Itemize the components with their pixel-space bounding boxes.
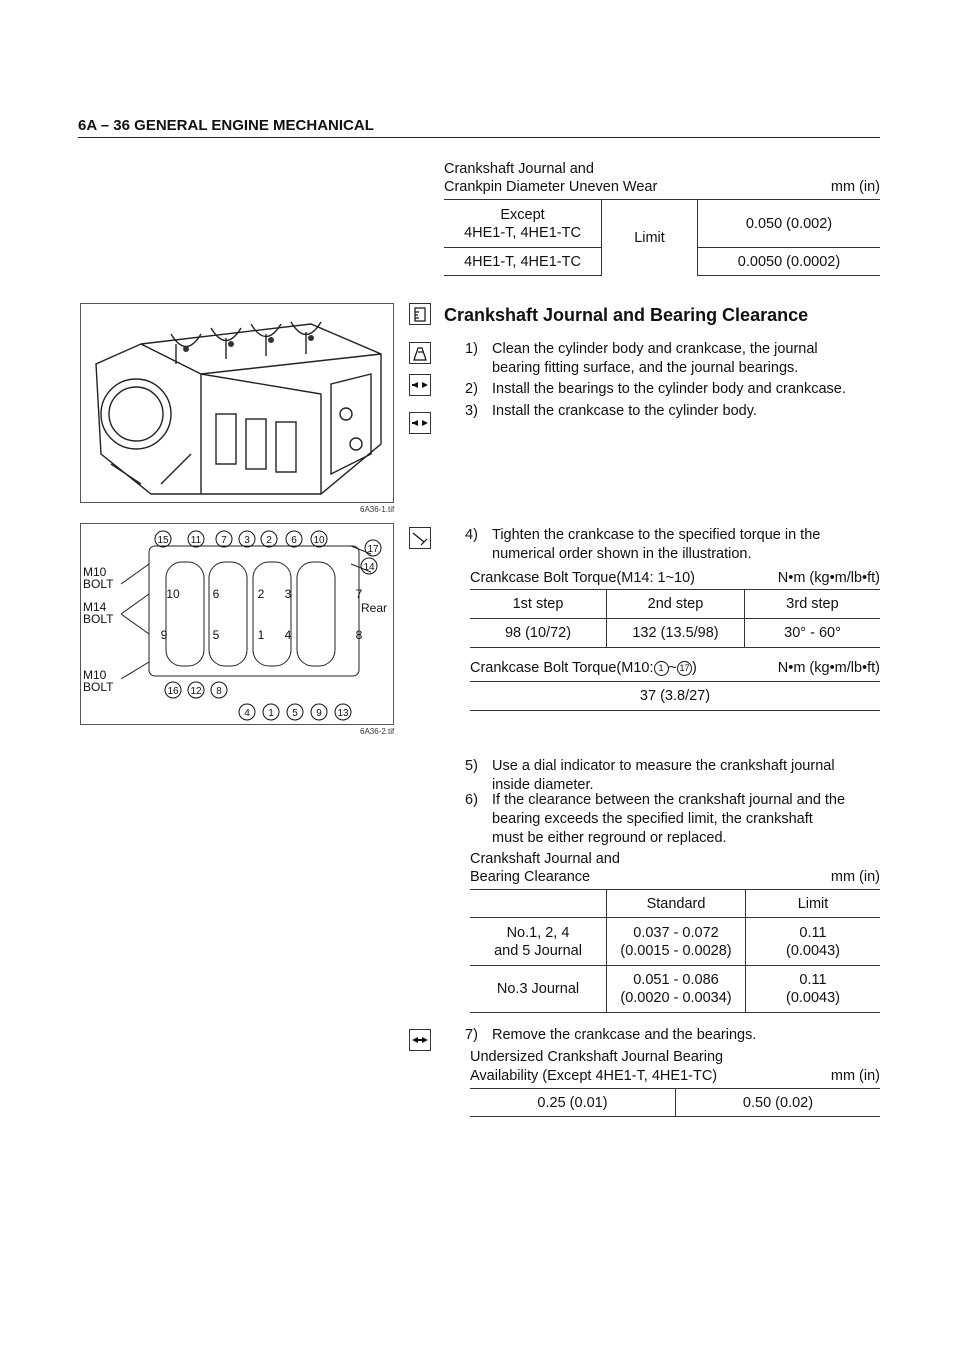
clearance-row2-lim-1: 0.11 — [799, 972, 827, 988]
step-7-number: 7) — [465, 1027, 478, 1043]
fig2-top-number: 2 — [266, 535, 272, 546]
cylinder-block-drawing — [81, 304, 393, 502]
undersized-title-1: Undersized Crankshaft Journal Bearing — [470, 1049, 724, 1065]
uneven-wear-unit: mm (in) — [830, 179, 880, 195]
step-6-text-3: must be either reground or replaced. — [492, 830, 727, 846]
fig2-right-number: 14 — [363, 562, 375, 573]
fig2-label-m10-bot-1: M10 — [83, 668, 107, 682]
fig2-label-m14-1: M14 — [83, 600, 107, 614]
step-6-text-1: If the clearance between the crankshaft journal and the — [492, 792, 846, 808]
clearance-unit: mm (in) — [830, 869, 880, 885]
fig2-top-number: 15 — [157, 535, 169, 546]
uneven-wear-model-1-line2: 4HE1-T, 4HE1-TC — [464, 224, 581, 241]
step-1-text-1: Clean the cylinder body and crankcase, the journal — [492, 341, 818, 357]
clearance-row1-label-2: and 5 Journal — [494, 942, 582, 959]
clearance-row1-lim-2: (0.0043) — [785, 942, 840, 959]
fig2-top-number: 7 — [221, 535, 227, 546]
undersized-unit: mm (in) — [830, 1068, 880, 1084]
fig2-mid-lower-number: 4 — [284, 628, 292, 642]
fig2-mid-upper-number: 10 — [166, 587, 180, 601]
fig2-right-number: 17 — [367, 544, 379, 555]
uneven-wear-table — [444, 199, 880, 276]
step-1-number: 1) — [465, 341, 478, 357]
fig2-bottom-left-number: 16 — [167, 686, 179, 697]
step-5-text-1: Use a dial indicator to measure the crankshaft journal — [492, 758, 835, 774]
fig2-mid-lower-number: 1 — [257, 628, 265, 642]
uneven-wear-title-2: Crankpin Diameter Uneven Wear — [444, 179, 658, 195]
step-7-text-1: Remove the crankcase and the bearings. — [492, 1027, 757, 1043]
torque-m10-tilde: ~ — [668, 660, 677, 676]
uneven-wear-value-1: 0.050 (0.002) — [698, 200, 881, 248]
fig2-mid-lower-number: 9 — [160, 628, 168, 642]
fig2-label-m14-2: BOLT — [83, 612, 114, 626]
remove-icon — [409, 1029, 431, 1051]
fig2-top-number: 11 — [190, 535, 202, 546]
clean-icon — [409, 342, 431, 364]
step-5-number: 5) — [465, 758, 478, 774]
step-2-text-1: Install the bearings to the cylinder body and crankcase. — [492, 381, 846, 397]
fig2-mid-upper-number: 3 — [284, 587, 292, 601]
fig2-label-m10-top-1: M10 — [83, 565, 107, 579]
install-icon — [409, 374, 431, 396]
clearance-col-limit: Limit — [746, 890, 881, 918]
torque-m14-header-2: 2nd step — [607, 590, 745, 619]
bolt-order-drawing — [81, 524, 393, 724]
torque-m14-value-2: 132 (13.5/98) — [607, 619, 745, 648]
fig2-mid-lower-number: 8 — [355, 628, 363, 642]
uneven-wear-value-2: 0.0050 (0.0002) — [698, 248, 881, 276]
step-6-text-2: bearing exceeds the specified limit, the crankshaft — [492, 811, 813, 827]
step-4-number: 4) — [465, 527, 478, 543]
clearance-col-standard: Standard — [607, 890, 746, 918]
section-title: Crankshaft Journal and Bearing Clearance — [444, 305, 809, 325]
clearance-title-2: Bearing Clearance — [470, 869, 591, 885]
uneven-wear-title-1: Crankshaft Journal and — [444, 161, 594, 177]
torque-m14-table — [470, 589, 880, 648]
step-3-number: 3) — [465, 403, 478, 419]
torque-m14-header-1: 1st step — [470, 590, 607, 619]
clearance-row1-limit — [746, 918, 881, 966]
torque-m10-value: 37 (3.8/27) — [470, 682, 880, 711]
fig2-top-number: 6 — [291, 535, 297, 546]
torque-m14-title: Crankcase Bolt Torque(M14: 1~10) — [470, 570, 696, 586]
fig2-bottom-left-number: 12 — [190, 686, 202, 697]
clearance-row1-std-2: (0.0015 - 0.0028) — [620, 942, 732, 959]
undersized-table — [470, 1088, 880, 1117]
fig2-label-m10-top-2: BOLT — [83, 577, 114, 591]
clearance-blank-header — [470, 890, 607, 918]
torque-m14-unit: N•m (kg•m/lb•ft) — [777, 570, 880, 586]
torque-m10-title-suffix: ) — [691, 660, 697, 676]
fig2-label-rear: Rear — [361, 601, 388, 615]
torque-m10-circ-from: 1 — [654, 661, 669, 676]
torque-m14-header-3: 3rd step — [745, 590, 881, 619]
clearance-row1-standard — [607, 918, 746, 966]
clearance-row2-limit — [746, 966, 881, 1013]
torque-m10-table — [470, 681, 880, 711]
clearance-row1-lim-1: 0.11 — [799, 924, 827, 941]
torque-m14-value-3: 30° - 60° — [745, 619, 881, 648]
clearance-row2-standard — [607, 966, 746, 1013]
fig2-mid-upper-number: 2 — [257, 587, 265, 601]
fig2-bottom-number: 4 — [244, 708, 250, 719]
clearance-row1-label-1: No.1, 2, 4 — [506, 924, 570, 941]
undersized-value-2: 0.50 (0.02) — [676, 1089, 881, 1117]
step-3-text-1: Install the crankcase to the cylinder body. — [492, 403, 757, 419]
clearance-row1-label — [470, 918, 607, 966]
undersized-value-1: 0.25 (0.01) — [470, 1089, 676, 1117]
fig2-bottom-number: 9 — [316, 708, 322, 719]
figure2-caption: 6A36-2.tif — [360, 727, 395, 736]
uneven-wear-limit-label: Limit — [602, 200, 698, 276]
uneven-wear-model-1 — [444, 200, 602, 248]
fig2-top-number: 3 — [244, 535, 250, 546]
step-6-number: 6) — [465, 792, 478, 808]
undersized-title-2: Availability (Except 4HE1-T, 4HE1-TC) — [470, 1068, 718, 1084]
install-icon — [409, 412, 431, 434]
torque-m14-value-1: 98 (10/72) — [470, 619, 607, 648]
figure1-caption: 6A36-1.tif — [360, 505, 395, 514]
torque-m10-circ-to: 17 — [677, 661, 692, 676]
fig2-bottom-number: 13 — [337, 708, 349, 719]
fig2-bottom-number: 1 — [268, 708, 274, 719]
step-2-number: 2) — [465, 381, 478, 397]
fig2-label-m10-bot-2: BOLT — [83, 680, 114, 694]
clearance-table — [470, 889, 880, 1013]
step-5-text-2: inside diameter. — [492, 777, 594, 793]
fig2-top-number: 10 — [313, 535, 325, 546]
clearance-row1-std-1: 0.037 - 0.072 — [633, 924, 719, 941]
clearance-row2-std-2: (0.0020 - 0.0034) — [620, 990, 732, 1006]
cylinder-block-illustration — [80, 303, 394, 503]
fig2-mid-lower-number: 5 — [212, 628, 220, 642]
fig2-bottom-left-number: 8 — [216, 686, 222, 697]
tighten-icon — [409, 527, 431, 549]
measure-icon — [409, 303, 431, 325]
header-divider — [78, 137, 880, 138]
fig2-bottom-number: 5 — [292, 708, 298, 719]
torque-m10-title — [470, 659, 697, 677]
uneven-wear-model-1-line1: Except — [500, 206, 545, 223]
step-4-text-2: numerical order shown in the illustration. — [492, 546, 752, 562]
torque-m10-unit: N•m (kg•m/lb•ft) — [777, 660, 880, 676]
clearance-row2-std-1: 0.051 - 0.086 — [633, 972, 719, 988]
clearance-row2-lim-2: (0.0043) — [785, 990, 840, 1006]
step-4-text-1: Tighten the crankcase to the specified torque in the — [492, 527, 821, 543]
page-header: 6A – 36 GENERAL ENGINE MECHANICAL — [78, 117, 374, 134]
clearance-title-1: Crankshaft Journal and — [470, 851, 620, 867]
fig2-mid-upper-number: 6 — [212, 587, 220, 601]
torque-m10-title-prefix: Crankcase Bolt Torque(M10: — [470, 660, 654, 676]
clearance-row2-label: No.3 Journal — [470, 966, 607, 1013]
uneven-wear-model-2: 4HE1-T, 4HE1-TC — [444, 248, 602, 276]
fig2-mid-upper-number: 7 — [355, 587, 363, 601]
bolt-order-illustration — [80, 523, 394, 725]
step-1-text-2: bearing fitting surface, and the journal bearings. — [492, 360, 799, 376]
